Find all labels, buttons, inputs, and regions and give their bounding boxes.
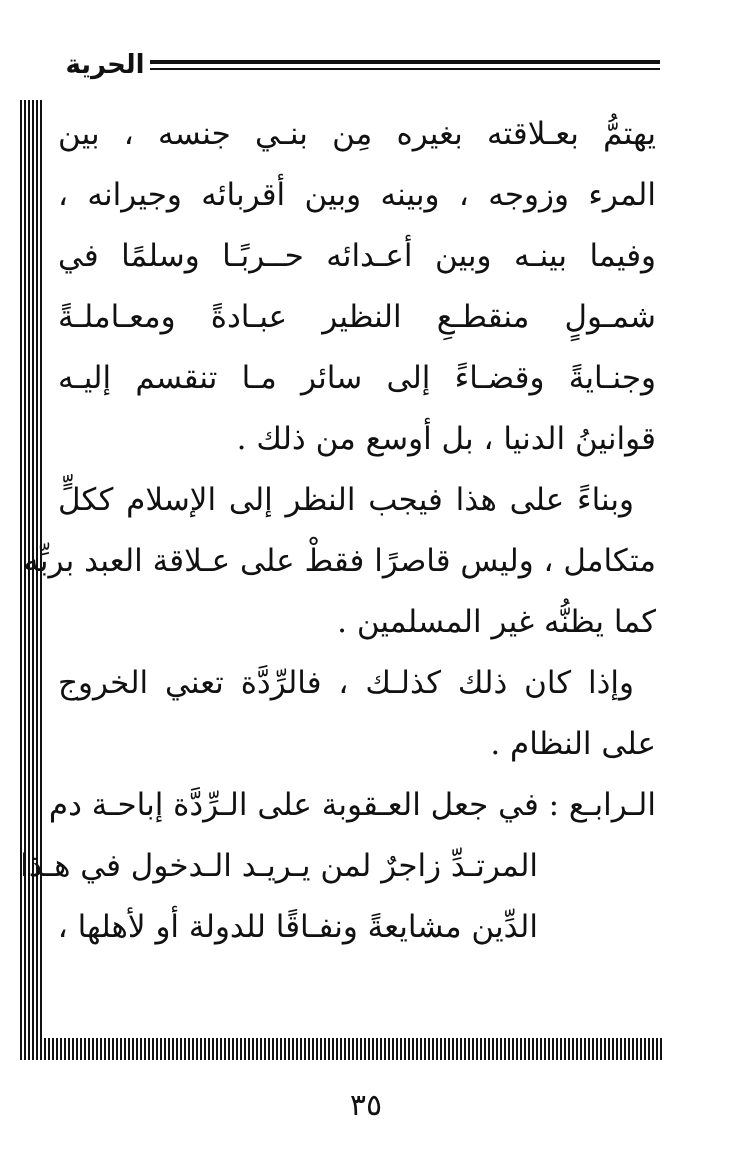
body-text bbox=[20, 104, 656, 958]
text-line: وفيما بينـه وبين أعـدائه حــربًـا وسلمًا في bbox=[58, 238, 656, 274]
text-line: وجنـايةً وقضـاءً إلى سائر مـا تنقسم إليـه bbox=[58, 360, 656, 396]
text-line: يهتمُّ بعـلاقته بغيره مِن بنـي جنسه ، بين bbox=[58, 116, 656, 152]
text-line: قوانينُ الدنيا ، بل أوسع من ذلك . bbox=[236, 421, 656, 457]
header-rule-thin bbox=[150, 68, 660, 70]
page-number: ٣٥ bbox=[349, 1088, 383, 1123]
text-line: وإذا كان ذلك كذلـك ، فالرِّدَّة تعني الخروج bbox=[58, 665, 634, 701]
text-line: كما يظنُّه غير المسلمين . bbox=[337, 604, 656, 640]
text-line: على النظام . bbox=[490, 726, 656, 762]
running-title: الحرية bbox=[65, 50, 145, 80]
text-line: المرء وزوجه ، وبينه وبين أقربائه وجيرانه ، bbox=[58, 177, 656, 213]
text-line: المرتـدِّ زاجرٌ لمن يـريـد الـدخول في هـذا bbox=[20, 848, 538, 884]
text-line: متكامل ، وليس قاصرًا فقطْ على عـلاقة العبد بربِّه bbox=[23, 543, 656, 579]
header-rule-thick bbox=[150, 60, 660, 64]
text-line: الدِّين مشايعةً ونفـاقًا للدولة أو لأهلها ، bbox=[57, 909, 538, 945]
decorative-frame-bottom bbox=[20, 1038, 662, 1060]
header-rule bbox=[150, 48, 660, 78]
text-line: الـرابـع : في جعل العـقوبة على الـرِّدَّة إباحـة دم bbox=[48, 787, 656, 823]
text-line: وبناءً على هذا فيجب النظر إلى الإسلام ككلٍّ bbox=[58, 482, 634, 518]
text-line: شمـولٍ منقطـعِ النظير عبـادةً ومعـاملـةً bbox=[58, 299, 656, 335]
